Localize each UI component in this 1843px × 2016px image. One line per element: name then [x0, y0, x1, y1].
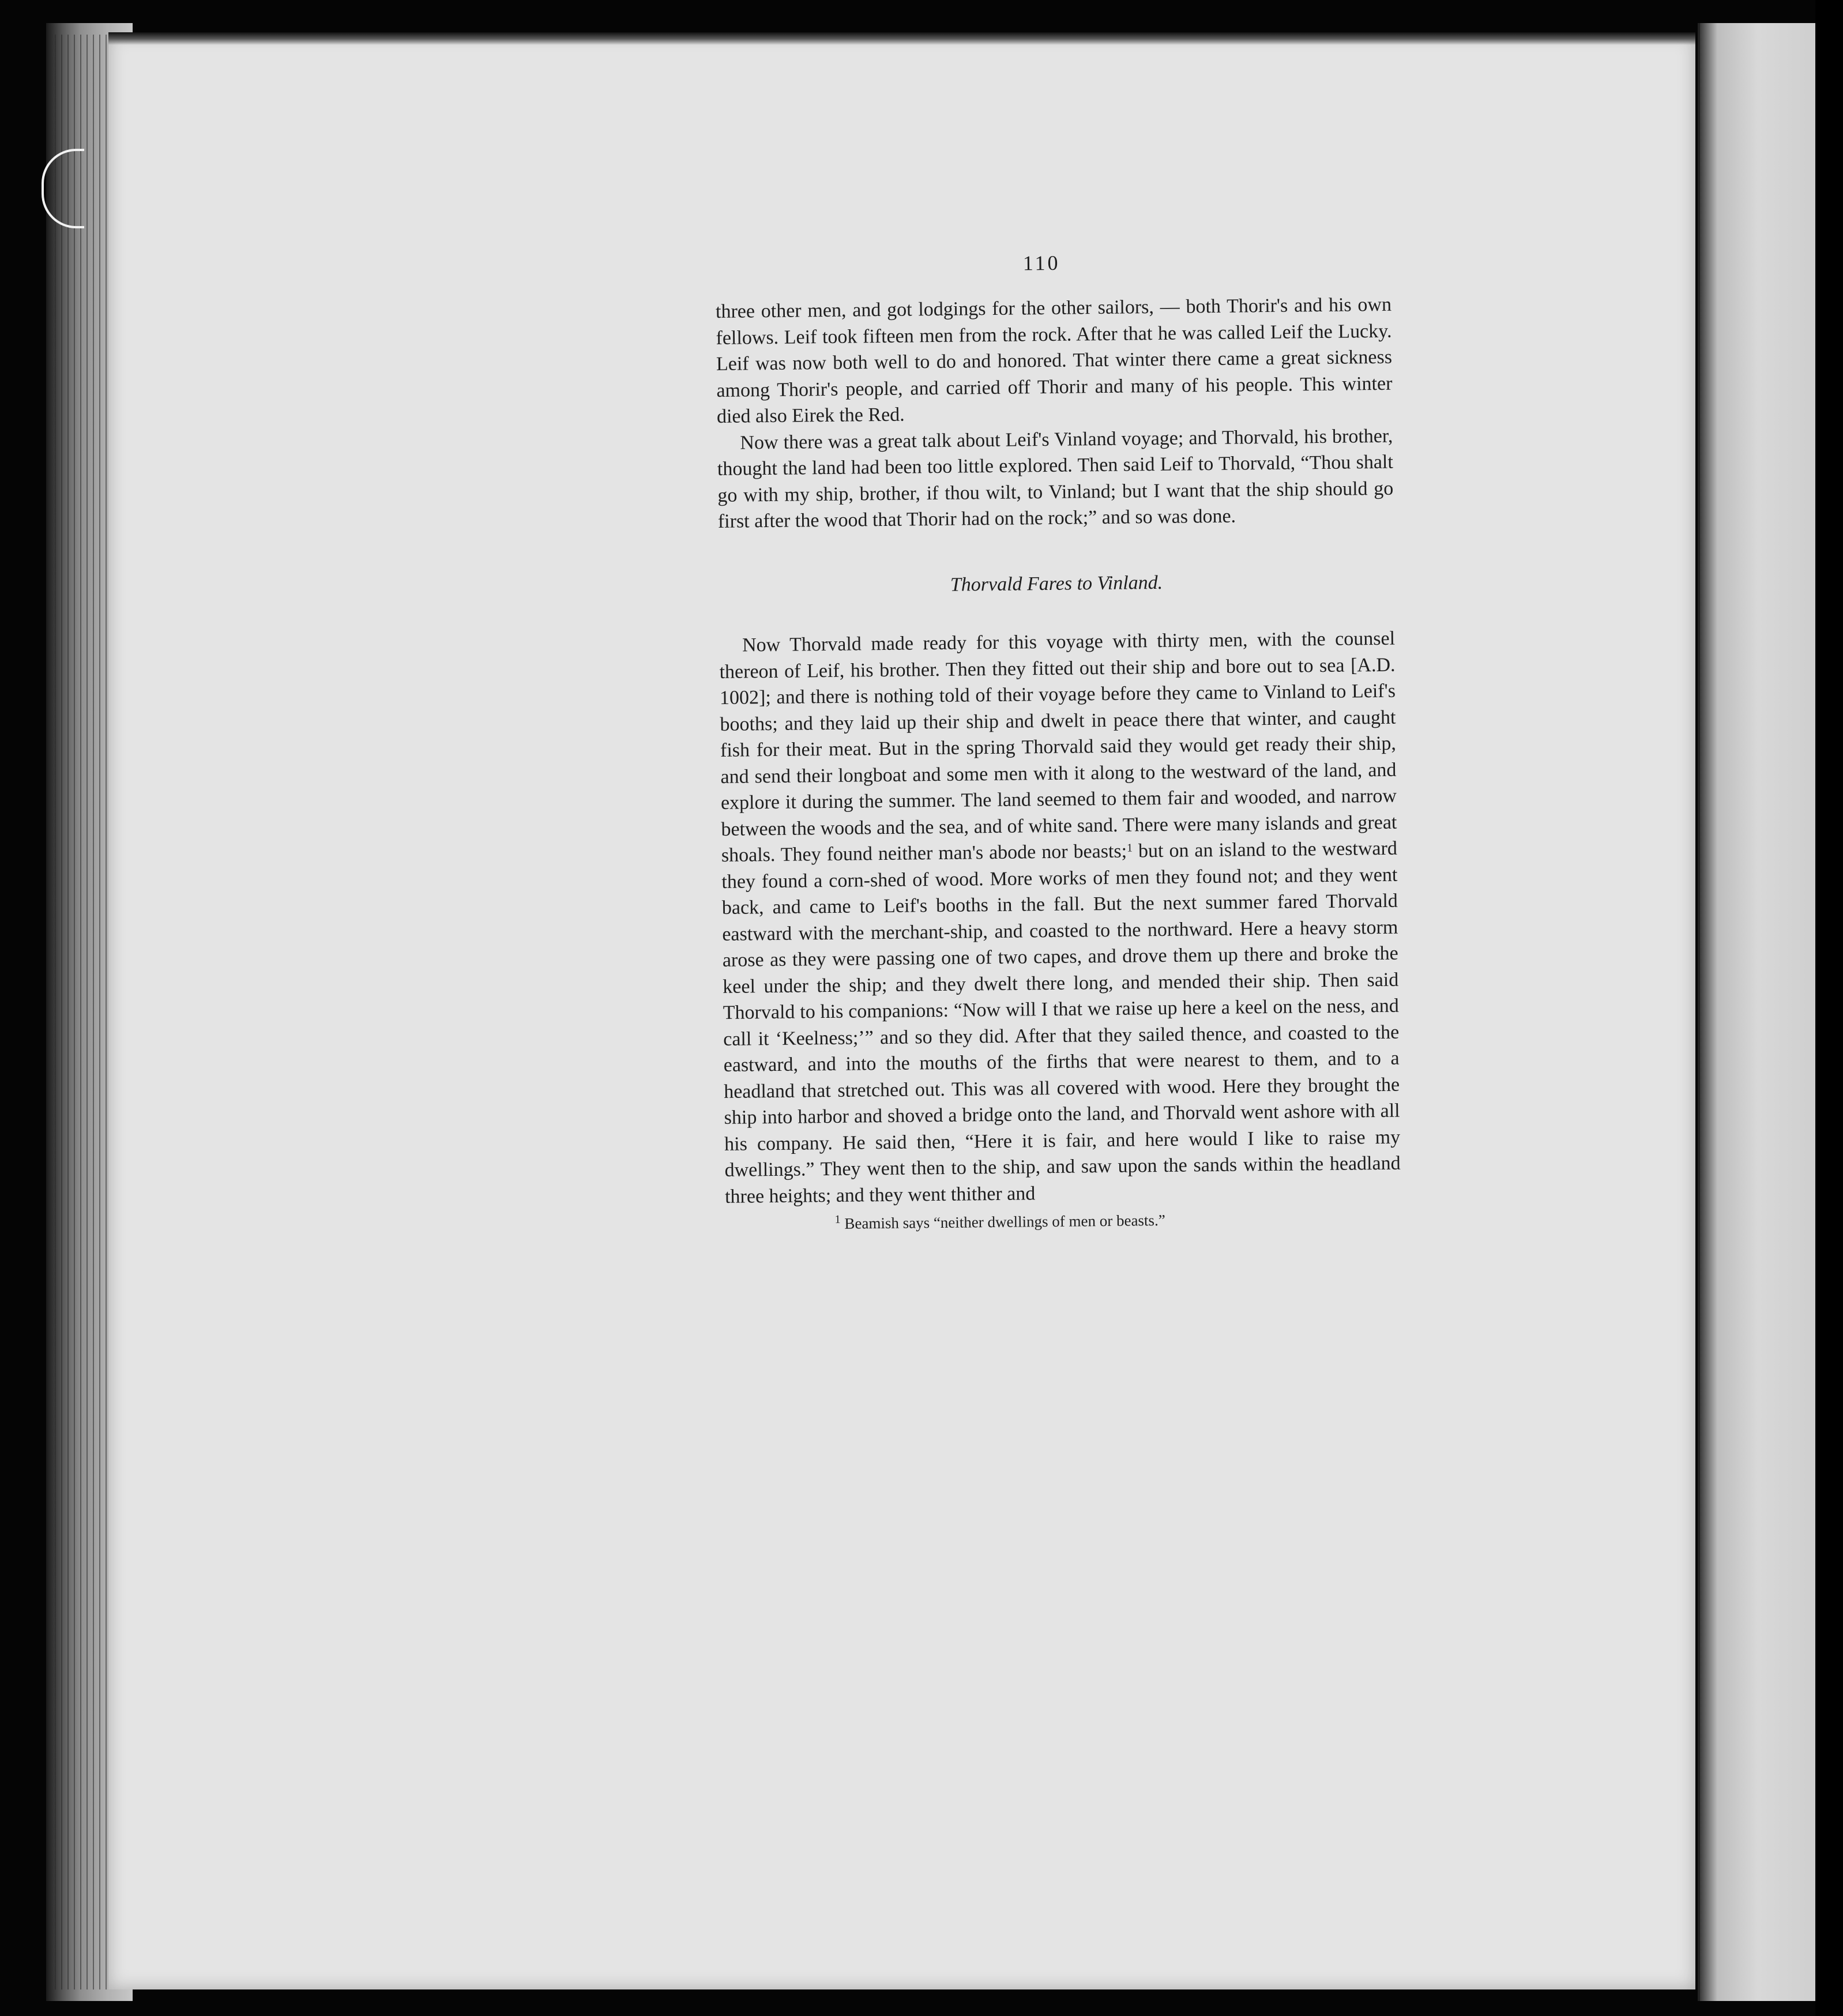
text-column: [715, 247, 1401, 1235]
page-number: 110: [1022, 251, 1060, 275]
page-top-shadow: [108, 32, 1695, 45]
footnote-reference: 1: [1126, 841, 1133, 855]
paragraph-1: three other men, and got lodgings for the other sailors, — both Thorir's and his own fellows. Leif took fifteen men from the rock. After that he was called Leif the Lucky. Leif was now both well to do and honored. That winter there came a great sickness among Thorir's people, and carried off Thorir and many of his people. This winter died also Eirek the Red.: [715, 294, 1393, 427]
section-heading: Thorvald Fares to Vinland.: [950, 571, 1163, 596]
footnote-marker: 1: [834, 1213, 841, 1226]
footnote-text: Beamish says “neither dwellings of men or beasts.”: [844, 1211, 1165, 1232]
facing-page-edge: [1700, 23, 1815, 2001]
paragraph-3-part2: but on an island to the westward they found a corn-shed of wood. More works of men they found not; and they went back, and came to Leif's booths in the fall. But the next summer fared Thorvald eastward with the merchant-ship, and coasted to the northward. Here a heavy storm arose as they were passing one of two capes, and drove them up there and broke the keel under the ship; and they dwelt there long, and mended their ship. Then said Thorvald to his companions: “Now will I that we raise up here a keel on the ness, and call it ‘Keelness;’” and so they did. After that they sailed thence, and coasted to the eastward, and into the mouths of the firths that were nearest to them, and to a headland that stretched out. This was all covered with wood. Here they brought the ship into harbor and shoved a bridge onto the land, and Thorvald went ashore with all his company. He said then, “Here it is fair, and here would I like to raise my dwellings.” They went then to the ship, and saw upon the sands within the headland three heights; and they went thither and: [721, 837, 1401, 1208]
paragraph-3-part1: Now Thorvald made ready for this voyage with thirty men, with the counsel thereon of Leif, his brother. Then they fitted out their ship and bore out to sea [A.D. 1002]; and there is nothing told of their voyage before they came to Vinland to Leif's booths; and they laid up their ship and dwelt in peace there that winter, and caught fish for their meat. But in the spring Thorvald said they would get ready their ship, and send their longboat and some men with it along to the westward of the land, and explore it during the summer. The land seemed to them fair and wooded, and narrow between the woods and the sea, and of white sand. There were many islands and great shoals. They found neither man's abode nor beasts;: [719, 627, 1397, 866]
paragraph-3: [719, 626, 1401, 1210]
scan-right-border: [1815, 0, 1843, 2016]
paragraph-2: Now there was a great talk about Leif's Vinland voyage; and Thorvald, his brother, thought the land had been too little explored. Then said Leif to Thorvald, “Thou shalt go with my ship, brother, if thou wilt, to Vinland; but I want that the ship should go first after the wood that Thorir had on the rock;” and so was done.: [717, 425, 1394, 532]
